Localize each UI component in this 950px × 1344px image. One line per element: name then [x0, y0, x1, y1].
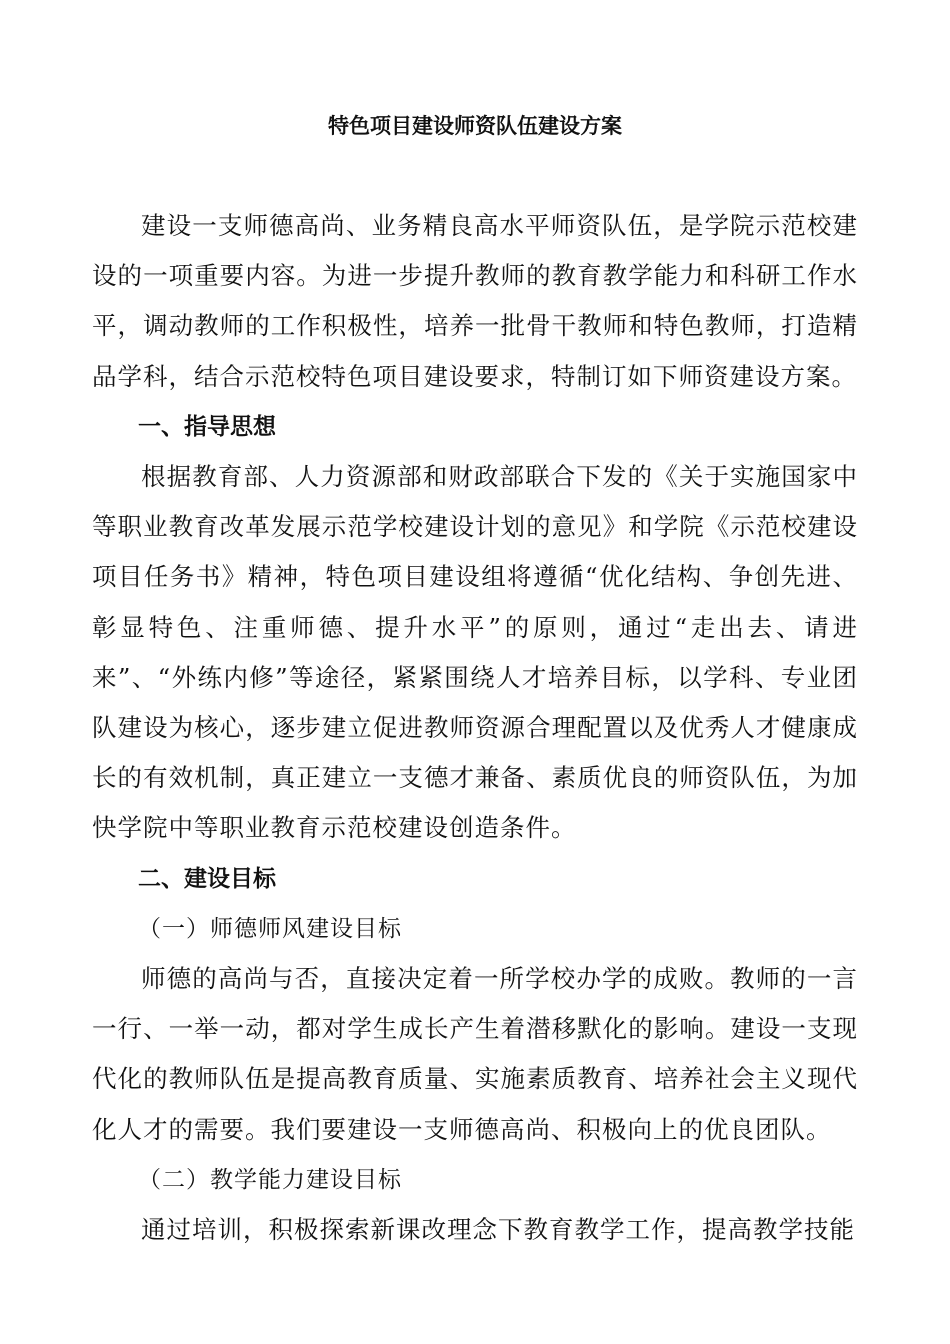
section-heading-guiding-ideology: 一、指导思想	[138, 413, 276, 440]
document-body	[92, 201, 858, 1255]
section-heading-construction-goals: 二、建设目标	[138, 865, 276, 892]
intro-paragraph: 建设一支师德高尚、业务精良高水平师资队伍，是学院示范校建设的一项重要内容。为进一步提升教师的教育教学能力和科研工作水平，调动教师的工作积极性，培养一批骨干教师和特色教师，打造精品学科，结合示范校特色项目建设要求，特制订如下师资建设方案。	[92, 211, 858, 391]
teaching-ability-paragraph: 通过培训，积极探索新课改理念下教育教学工作，提高教学技能	[141, 1215, 855, 1245]
ethics-goal-paragraph: 师德的高尚与否，直接决定着一所学校办学的成败。教师的一言一行、一举一动，都对学生成长产生着潜移默化的影响。建设一支现代化的教师队伍是提高教育质量、实施素质教育、培养社会主义现代化人才的需要。我们要建设一支师德高尚、积极向上的优良团队。	[92, 964, 858, 1144]
subsection-heading-teaching-ability-goal: （二）教学能力建设目标	[138, 1166, 402, 1193]
guiding-ideology-paragraph: 根据教育部、人力资源部和财政部联合下发的《关于实施国家中等职业教育改革发展示范学校建设计划的意见》和学院《示范校建设项目任务书》精神，特色项目建设组将遵循“优化结构、争创先进、彰显特色、注重师德、提升水平”的原则，通过“走出去、请进来”、“外练内修”等途径，紧紧围绕人才培养目标，以学科、专业团队建设为核心，逐步建立促进教师资源合理配置以及优秀人才健康成长的有效机制，真正建立一支德才兼备、素质优良的师资队伍，为加快学院中等职业教育示范校建设创造条件。	[92, 462, 858, 843]
document-title: 特色项目建设师资队伍建设方案	[328, 114, 622, 138]
subsection-heading-ethics-goal: （一）师德师风建设目标	[138, 915, 402, 942]
